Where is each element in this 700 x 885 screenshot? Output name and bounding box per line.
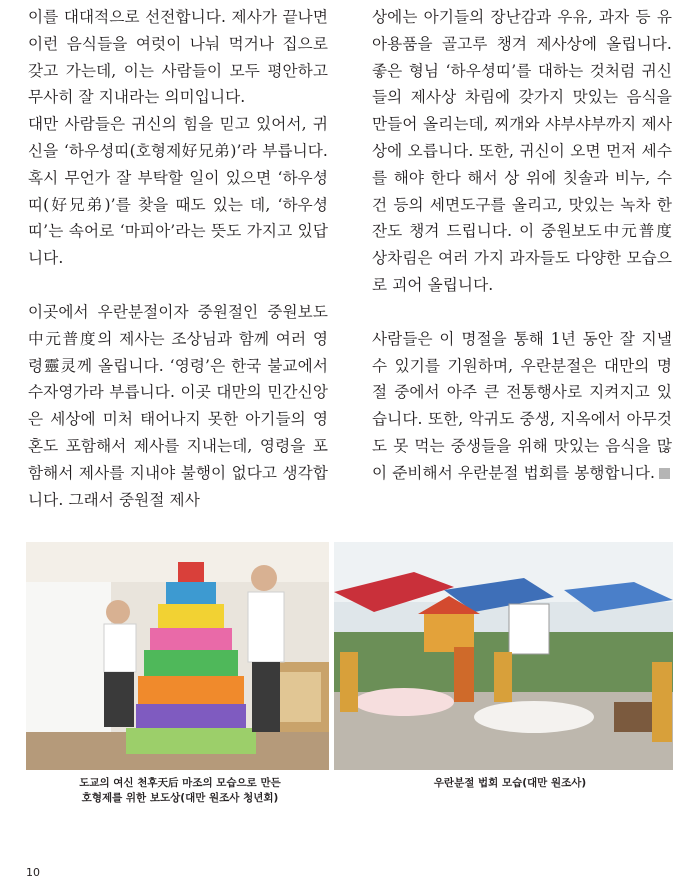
left-caption-line-1: 도교의 여신 천후天后 마조의 모습으로 만든 bbox=[79, 777, 281, 789]
right-text-column bbox=[372, 0, 672, 487]
left-photo-caption bbox=[40, 776, 320, 806]
right-photo-caption: 우란분절 법회 모습(대만 원조사) bbox=[433, 777, 587, 789]
left-paragraph-3: 이곳에서 우란분절이자 중원절인 중원보도中元普度의 제사는 조상님과 함께 여러 영령靈灵께 올립니다. ‘영령’은 한국 불교에서 수자영가라 부릅니다. 이곳 대만의 민간신앙은 세상에 미처 태어나지 못한 아기들의 영혼도 포함해서 제사를 지내는데, 영령을 포함해서 제사를 지내야 불행이 없다고 생각합니다. 그래서 중원절 제사 bbox=[28, 302, 328, 509]
offering-tower-photo bbox=[26, 542, 329, 770]
left-paragraph-2: 대만 사람들은 귀신의 힘을 믿고 있어서, 귀신을 ‘하우셩띠(호형제好兄弟)’라 부릅니다. 혹시 무언가 잘 부탁할 일이 있으면 ‘하우셩띠(好兄弟)’를 찾을 때도 있는 데, ‘하우셩띠’는 속어로 ‘마피아’라는 뜻도 가지고 있답니다. bbox=[28, 115, 328, 268]
left-caption-line-2: 호형제를 위한 보도상(대만 원조사 청년회) bbox=[81, 792, 279, 804]
ceremony-photo bbox=[334, 542, 673, 770]
left-paragraph-1: 이를 대대적으로 선전합니다. 제사가 끝나면 이런 음식들을 여럿이 나눠 먹거나 집으로 갖고 가는데, 이는 사람들이 모두 평안하고 무사히 잘 지내라는 의미입니다. bbox=[28, 8, 328, 107]
page-number: 10 bbox=[26, 866, 40, 879]
right-paragraph-2-text: 사람들은 이 명절을 통해 1년 동안 잘 지낼 수 있기를 기원하며, 우란분절은 대만의 명절 중에서 아주 큰 전통행사로 지켜지고 있습니다. 또한, 악귀도 중생, 지옥에서 아무것도 못 먹는 중생들을 위해 맛있는 음식을 많이 준비해서 우란분절 법회를 봉행합니다. bbox=[372, 329, 672, 482]
end-mark-icon bbox=[659, 468, 670, 479]
right-paragraph-1: 상에는 아기들의 장난감과 우유, 과자 등 유아용품을 골고루 챙겨 제사상에 올립니다. 좋은 형님 ‘하우셩띠’를 대하는 것처럼 귀신들의 제사상 차림에 갖가지 맛있는 음식을 만들어 올리는데, 찌개와 샤부샤부까지 제사상에 오릅니다. 또한, 귀신이 오면 먼저 세수를 해야 한다 해서 상 위에 칫솔과 비누, 수건 등의 세면도구를 올리고, 맛있는 녹차 한 잔도 챙겨 드립니다. 이 중원보도中元普度 상차림은 여러 가지 과자들도 다양한 모습으로 괴어 올립니다. bbox=[372, 8, 672, 294]
left-text-column bbox=[28, 0, 328, 513]
right-paragraph-2 bbox=[372, 326, 672, 487]
